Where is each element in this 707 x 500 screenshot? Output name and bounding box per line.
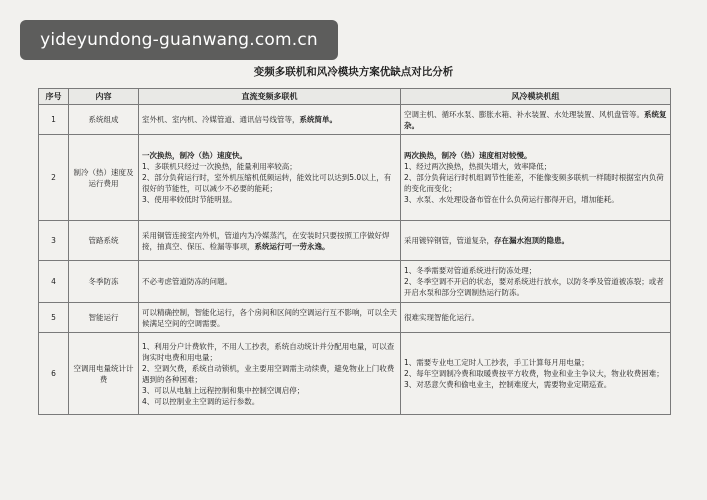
header-vrf: 直流变频多联机 [139, 89, 401, 105]
cell-text: 空调主机、循环水泵、膨胀水箱、补水装置、水处理装置、风机盘管等。 [404, 109, 644, 119]
vrf-cell [139, 303, 401, 333]
cell-text: 采用铜管连接室内外机，管道内为冷媒蒸汽，在安装时只要按照工序做好焊接，抽真空、保压、检漏等事项， [142, 230, 390, 251]
row-number: 5 [39, 303, 69, 333]
chiller-cell [401, 221, 671, 261]
document-title: 变频多联机和风冷模块方案优缺点对比分析 [253, 66, 454, 78]
row-item: 管路系统 [69, 221, 139, 261]
cell-line: 1、利用分户计费软件，不用人工抄表，系统自动统计并分配用电量，可以查询实时电费和用电量； [142, 341, 395, 362]
cell-text: 室外机、室内机、冷媒管道、通讯信号线管等， [142, 115, 300, 124]
header-chiller: 风冷模块机组 [401, 89, 671, 105]
cell-heading: 一次换热，制冷（热）速度快。 [142, 151, 247, 160]
row-number: 3 [39, 221, 69, 261]
vrf-cell [139, 105, 401, 135]
row-item: 智能运行 [69, 303, 139, 333]
row-number: 2 [39, 135, 69, 221]
table-row [39, 221, 671, 261]
chiller-cell [401, 333, 671, 415]
row-item: 系统组成 [69, 105, 139, 135]
vrf-cell [139, 135, 401, 221]
cell-emphasis: 系统运行可一劳永逸。 [254, 241, 330, 251]
table-header-row [39, 89, 671, 105]
chiller-cell [401, 135, 671, 221]
row-item: 冬季防冻 [69, 261, 139, 303]
cell-emphasis: 存在漏水泡顶的隐患。 [494, 236, 569, 245]
cell-text: 很难实现智能化运行。 [404, 313, 479, 322]
watermark: yideyundong-guanwang.com.cn [20, 20, 338, 60]
comparison-table [38, 88, 671, 415]
table-row [39, 303, 671, 333]
row-number: 4 [39, 261, 69, 303]
vrf-cell [139, 333, 401, 415]
row-item: 空调用电量统计计费 [69, 333, 139, 415]
cell-line: 2、空调欠费，系统自动锁机，业主要用空调需主动续费，避免物业上门收费遇到的各种困难； [142, 363, 395, 384]
cell-line: 3、使用率较低时节能明显。 [142, 195, 237, 204]
chiller-cell [401, 105, 671, 135]
table-row [39, 333, 671, 415]
cell-line: 4、可以控制业主空调的运行参数。 [142, 396, 260, 406]
table-row [39, 261, 671, 303]
row-item: 制冷（热）速度及运行费用 [69, 135, 139, 221]
cell-line: 1、冬季需要对管道系统进行防冻处理； [404, 266, 537, 275]
cell-emphasis: 系统复杂。 [404, 109, 667, 130]
chiller-cell [401, 261, 671, 303]
cell-text: 可以精确控制，智能化运行，各个房间和区间的空调运行互不影响，可以全天候满足空间的空调需要。 [142, 307, 397, 328]
cell-line: 2、每年空调制冷费和取暖费按平方收费，物业和业主争议大，物业收费困难； [404, 369, 664, 378]
row-number: 6 [39, 333, 69, 415]
cell-emphasis: 系统简单。 [299, 115, 337, 124]
header-item: 内容 [69, 89, 139, 105]
cell-line: 3、对恶意欠费和偷电业主，控制难度大，需要物业定期巡查。 [404, 380, 612, 389]
row-number: 1 [39, 105, 69, 135]
table-row [39, 105, 671, 135]
cell-line: 1、需要专业电工定时人工抄表，手工计算每月用电量； [404, 358, 589, 367]
cell-line: 1、多联机只经过一次换热，能量利用率较高； [142, 162, 297, 171]
cell-line: 2、部分负荷运行时机组调节性能差，不能像变频多联机一样随时根据室内负荷的变化而变化； [404, 173, 664, 193]
cell-text: 不必考虑管道防冻的问题。 [142, 277, 232, 286]
cell-line: 1、经过两次换热，热损失增大，效率降低； [404, 162, 552, 171]
vrf-cell [139, 221, 401, 261]
cell-line: 2、冬季空调不开启的状态，要对系统进行放水，以防冬季及管道被冻裂；或者开启水泵和部分空调制热运行防冻。 [404, 277, 664, 297]
cell-heading: 两次换热，制冷（热）速度相对较慢。 [404, 151, 532, 160]
vrf-cell [139, 261, 401, 303]
cell-line: 3、水泵、水处理设备布管在什么负荷运行都得开启，增加能耗。 [404, 195, 619, 204]
header-num: 序号 [39, 89, 69, 105]
cell-line: 3、可以从电脑上远程控制和集中控制空调启停； [142, 385, 305, 395]
chiller-cell [401, 303, 671, 333]
cell-line: 2、部分负荷运行时，室外机压缩机低频运转，能效比可以达到5.0以上，有很好的节能性，可以减少不必要的能耗； [142, 173, 392, 193]
cell-text: 采用镀锌钢管，管道复杂， [404, 236, 494, 245]
table-row [39, 135, 671, 221]
